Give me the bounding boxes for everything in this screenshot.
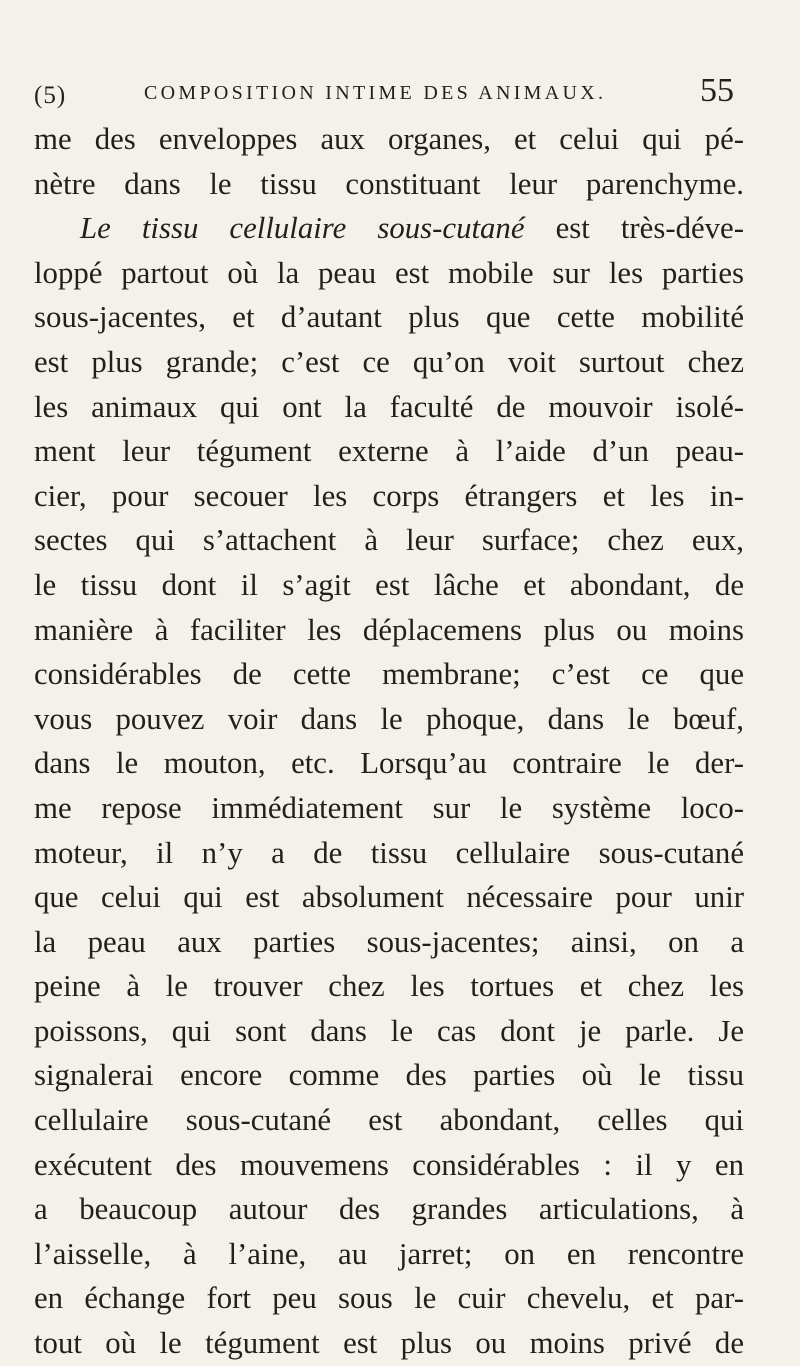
text-line: me des enveloppes aux organes, et celui qui pé- xyxy=(34,122,744,156)
text-line: le tissu dont il s’agit est lâche et abondant, de xyxy=(34,567,744,602)
text-line: poissons, qui sont dans le cas dont je parle. Je xyxy=(34,1013,744,1048)
text-line: me repose immédiatement sur le système loco- xyxy=(34,790,744,825)
text-line: tout où le tégument est plus ou moins privé de xyxy=(34,1326,744,1361)
text-line xyxy=(34,206,744,251)
running-head: COMPOSITION INTIME DES ANIMAUX. xyxy=(144,82,607,104)
text-line: nètre dans le tissu constituant leur parenchyme. xyxy=(34,166,744,201)
text-line: cellulaire sous-cutané est abondant, celles qui xyxy=(34,1103,744,1138)
text-line: les animaux qui ont la faculté de mouvoir isolé- xyxy=(34,389,744,424)
body-text xyxy=(34,117,744,1366)
text-line: signalerai encore comme des parties où le tissu xyxy=(34,1058,744,1093)
text-line: manière à faciliter les déplacemens plus ou moins xyxy=(34,612,744,647)
text-line: loppé partout où la peau est mobile sur les parties xyxy=(34,255,744,290)
text-line: sous-jacentes, et d’autant plus que cette mobilité xyxy=(34,300,744,335)
text-line: l’aisselle, à l’aine, au jarret; on en rencontre xyxy=(34,1236,744,1271)
text-line: cier, pour secouer les corps étrangers et les in- xyxy=(34,478,744,513)
text-line: en échange fort peu sous le cuir chevelu, et par- xyxy=(34,1281,744,1316)
text-line: que celui qui est absolument nécessaire pour unir xyxy=(34,880,744,915)
text-line: considérables de cette membrane; c’est ce que xyxy=(34,657,744,692)
text-line: peine à le trouver chez les tortues et chez les xyxy=(34,969,744,1004)
text-line: est plus grande; c’est ce qu’on voit surtout chez xyxy=(34,344,744,379)
text-line-continuation: est très-déve- xyxy=(524,211,744,246)
text-line: vous pouvez voir dans le phoque, dans le bœuf, xyxy=(34,701,744,736)
page-header xyxy=(34,72,734,112)
text-line: sectes qui s’attachent à leur surface; chez eux, xyxy=(34,523,744,558)
text-line: la peau aux parties sous-jacentes; ainsi, on a xyxy=(34,924,744,959)
text-line: a beaucoup autour des grandes articulations, à xyxy=(34,1192,744,1227)
text-line: moteur, il n’y a de tissu cellulaire sous-cutané xyxy=(34,835,744,870)
text-line: exécutent des mouvemens considérables : il y en xyxy=(34,1147,744,1182)
italic-term: Le tissu cellulaire sous-cutané xyxy=(80,211,525,246)
text-line: dans le mouton, etc. Lorsqu’au contraire le der- xyxy=(34,746,744,781)
text-line: ment leur tégument externe à l’aide d’un peau- xyxy=(34,434,744,469)
page-number: 55 xyxy=(700,72,734,109)
section-number: (5) xyxy=(34,82,67,109)
